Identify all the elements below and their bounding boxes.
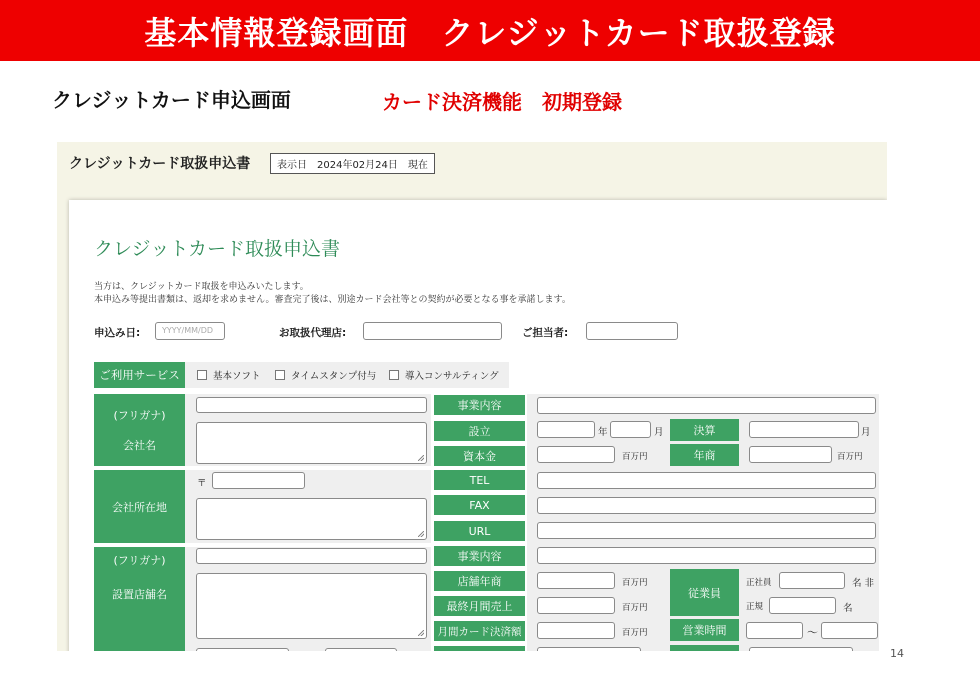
fax-input[interactable]	[537, 497, 876, 514]
company-furigana-input[interactable]	[196, 397, 427, 413]
service-option-consulting[interactable]: 導入コンサルティング	[389, 368, 499, 382]
fulltime-unit: 名 非	[852, 578, 875, 589]
store-sales-unit: 百万円	[622, 578, 648, 588]
regular-label: 正規	[746, 602, 764, 612]
tel-input[interactable]	[537, 472, 876, 489]
annual-sales-input[interactable]	[749, 446, 832, 463]
regular-count-input[interactable]	[769, 597, 836, 614]
business-hours-end-input[interactable]	[821, 622, 878, 639]
business-hours-label: 営業時間	[670, 619, 739, 641]
agent-input[interactable]	[363, 322, 502, 340]
slide-banner-title: 基本情報登録画面 クレジットカード取扱登録	[0, 0, 980, 61]
intro-text-2: 本申込み等提出書類は、返却を求めません。審査完了後は、別途カード会社等との契約が必要となる事を承諾します。	[94, 295, 571, 305]
capital-input[interactable]	[537, 446, 615, 463]
truncated-input-3[interactable]	[196, 648, 289, 651]
form-title: クレジットカード取扱申込書	[94, 238, 340, 260]
store-name-header	[94, 547, 185, 651]
established-month-input[interactable]	[610, 421, 651, 438]
tel-label: TEL	[434, 470, 525, 490]
established-year-input[interactable]	[537, 421, 595, 438]
checkbox-icon[interactable]	[275, 370, 285, 380]
company-address-textarea[interactable]	[196, 498, 427, 540]
agent-label: お取扱代理店:	[279, 327, 347, 339]
employees-label: 従業員	[670, 569, 739, 616]
annual-sales-label: 年商	[670, 444, 739, 466]
furigana-label: (フリガナ)	[113, 409, 166, 422]
truncated-input-4[interactable]	[325, 648, 397, 651]
regular-unit: 名	[843, 603, 853, 614]
company-address-label: 会社所在地	[94, 470, 185, 543]
capital-unit: 百万円	[622, 452, 648, 462]
truncated-input-2[interactable]	[749, 647, 853, 651]
company-name-textarea[interactable]	[196, 422, 427, 464]
company-name-label: 会社名	[123, 439, 156, 452]
settlement-input[interactable]	[749, 421, 859, 438]
last-month-sales-unit: 百万円	[622, 603, 648, 613]
intro-text-1: 当方は、クレジットカード取扱を申込みいたします。	[94, 282, 309, 292]
store-business-label: 事業内容	[434, 546, 525, 566]
furigana-label-2: (フリガナ)	[113, 554, 166, 567]
page-title: クレジットカード取扱申込書	[69, 156, 251, 172]
slide-subtitle-left: クレジットカード申込画面	[52, 88, 291, 112]
form-screenshot	[57, 142, 887, 651]
tilde: 〜	[807, 626, 818, 639]
last-month-sales-label: 最終月間売上	[434, 596, 525, 616]
store-furigana-input[interactable]	[196, 548, 427, 564]
apply-date-label: 申込み日:	[94, 327, 141, 339]
truncated-label	[434, 646, 525, 651]
settlement-month-unit: 月	[861, 427, 871, 438]
checkbox-icon[interactable]	[389, 370, 399, 380]
annual-sales-unit: 百万円	[837, 452, 863, 462]
service-label: ご利用サービス	[94, 362, 185, 388]
established-label: 設立	[434, 421, 525, 441]
display-date-badge: 表示日 2024年02月24日 現在	[270, 153, 435, 174]
apply-date-input[interactable]: YYYY/MM/DD	[155, 322, 225, 340]
year-unit: 年	[598, 427, 608, 438]
postal-mark: 〒	[197, 478, 207, 489]
monthly-card-amount-input[interactable]	[537, 622, 615, 639]
store-sales-input[interactable]	[537, 572, 615, 589]
slide-subtitle-right: カード決済機能 初期登録	[382, 90, 622, 114]
monthly-card-amount-unit: 百万円	[622, 628, 648, 638]
service-option-timestamp[interactable]: タイムスタンプ付与	[275, 368, 376, 382]
fulltime-count-input[interactable]	[779, 572, 845, 589]
application-form	[69, 200, 887, 651]
month-unit: 月	[654, 427, 664, 438]
truncated-input-1[interactable]	[537, 647, 641, 651]
company-name-header	[94, 394, 185, 466]
business-content-label: 事業内容	[434, 395, 525, 415]
page-number: 14	[890, 647, 904, 660]
service-option-basic[interactable]: 基本ソフト	[197, 368, 261, 382]
contact-input[interactable]	[586, 322, 678, 340]
settlement-label: 決算	[670, 419, 739, 441]
checkbox-icon[interactable]	[197, 370, 207, 380]
truncated-label-2	[670, 645, 739, 651]
store-name-textarea[interactable]	[196, 573, 427, 639]
fulltime-label: 正社員	[746, 578, 772, 588]
url-input[interactable]	[537, 522, 876, 539]
monthly-card-amount-label: 月間カード決済額	[434, 621, 525, 641]
store-business-input[interactable]	[537, 547, 876, 564]
last-month-sales-input[interactable]	[537, 597, 615, 614]
business-hours-start-input[interactable]	[746, 622, 803, 639]
store-sales-label: 店舗年商	[434, 571, 525, 591]
store-name-label: 設置店舗名	[112, 588, 167, 601]
contact-label: ご担当者:	[522, 327, 569, 339]
capital-label: 資本金	[434, 446, 525, 466]
fax-label: FAX	[434, 495, 525, 515]
url-label: URL	[434, 521, 525, 541]
business-content-input[interactable]	[537, 397, 876, 414]
postal-code-input[interactable]	[212, 472, 305, 489]
